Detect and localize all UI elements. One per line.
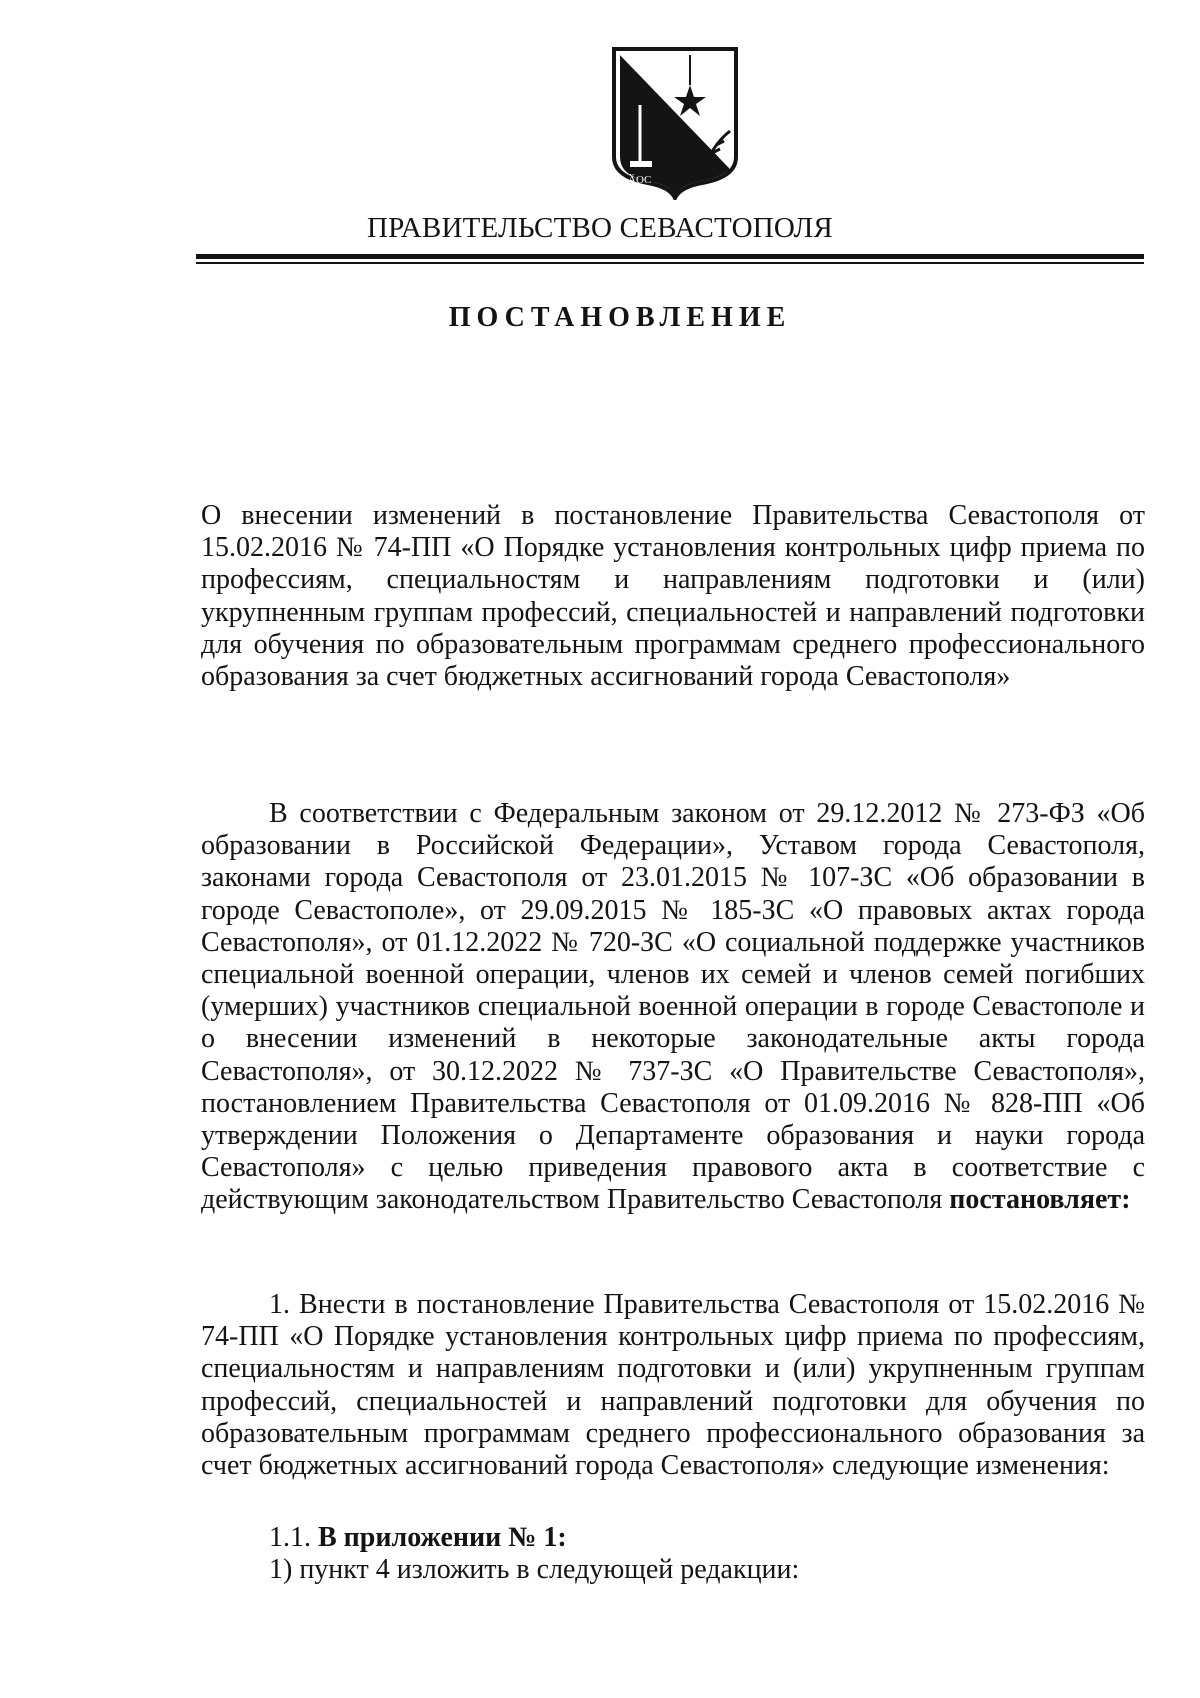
header-divider-thick (196, 254, 1144, 259)
clause-1-1-number: 1.1. (269, 1522, 311, 1553)
clause-1-1-text: В приложении № 1: (318, 1522, 567, 1553)
clause-1-1 (269, 1522, 1200, 1554)
preamble-paragraph (201, 798, 1145, 1217)
decree-word: постановляет (949, 1184, 1122, 1216)
subclause-1: 1) пункт 4 изложить в следующей редакции: (269, 1554, 800, 1585)
svg-text:ӐОС: ӐОС (628, 174, 652, 186)
clause-1 (201, 1289, 1145, 1482)
clause-1-text: 1. Внести в постановление Правительства Севастополя от 15.02.2016 № 74-ПП «О Порядке установления контрольных цифр приема по профессиям, специальностям и направлениям подготовки и (или) укрупненным группам профессий, специальностей и направлений подготовки для обучения по образовательным программам среднего профессионального образования за счет бюджетных ассигнований города Севастополя» следующие изменения: (201, 1289, 1145, 1482)
sevastopol-coat-of-arms-icon (610, 45, 740, 200)
decree-colon: : (1121, 1184, 1131, 1216)
organization-name: ПРАВИТЕЛЬСТВО СЕВАСТОПОЛЯ (367, 212, 833, 244)
preamble-text: В соответствии с Федеральным законом от 29.12.2012 № 273-ФЗ «Об образовании в Российской Федерации», Уставом города Севастополя, законами города Севастополя от 23.01.2015 № 107-ЗС «Об образовании в городе Севастополе», от 29.09.2015 № 185-ЗС «О правовых актах города Севастополя», от 01.12.2022 № 720-ЗС «О социальной поддержке участников специальной военной операции, членов их семей и членов семей погибших (умерших) участников специальной военной операции в городе Севастополе и о внесении изменений в некоторые законодательные акты города Севастополя», от 30.12.2022 № 737-ЗС «О Правительстве Севастополя», постановлением Правительства Севастополя от 01.09.2016 № 828-ПП «Об утверждении Положения о Департаменте образования и науки города Севастополя» с целью приведения правового акта в соответствие с действующим законодательством Правительство Севастополя (201, 798, 1145, 1216)
document-subject (201, 500, 1145, 693)
document-type-title: ПОСТАНОВЛЕНИЕ (448, 302, 792, 333)
document-subject-text: О внесении изменений в постановление Правительства Севастополя от 15.02.2016 № 74-ПП «О Порядке установления контрольных цифр приема по профессиям, специальностям и направлениям подготовки и (или) укрупненным группам профессий, специальностей и направлений подготовки для обучения по образовательным программам среднего профессионального образования за счет бюджетных ассигнований города Севастополя» (201, 500, 1145, 693)
header-divider-thin (196, 262, 1144, 264)
